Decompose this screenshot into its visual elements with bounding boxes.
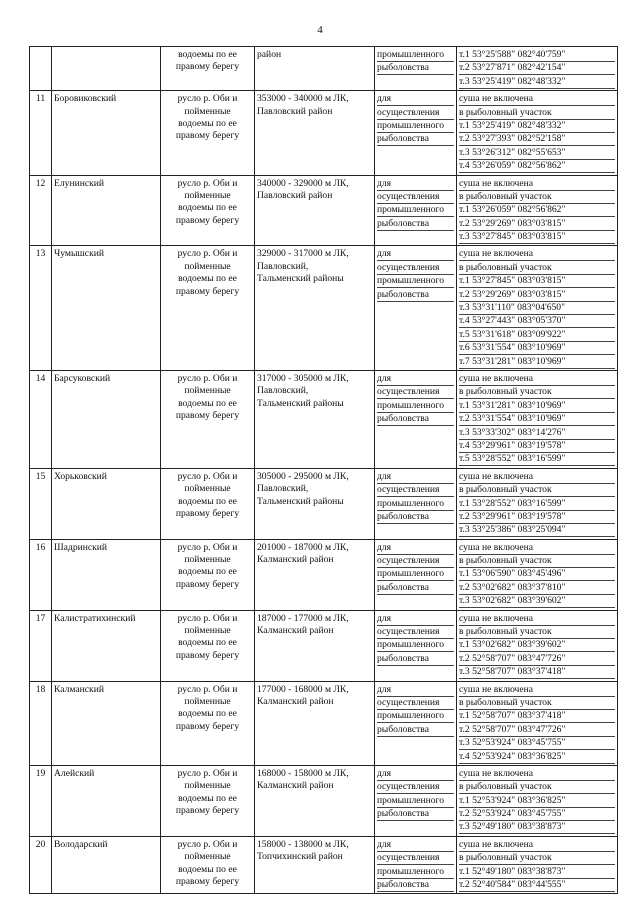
purpose-line: рыболовства: [377, 289, 454, 302]
location-line: 168000 - 158000 м ЛК,: [257, 767, 349, 779]
purpose-line: рыболовства: [377, 133, 454, 146]
row-number-cell: [30, 539, 52, 610]
coordinates-line: т.2 52°58'707" 083°47'726": [459, 724, 615, 737]
purpose-cell: [375, 681, 457, 765]
row-number: 13: [35, 248, 46, 260]
coordinates-line: т.2 53°27'871" 082°42'154": [459, 62, 615, 75]
page-number: 4: [317, 24, 323, 36]
purpose-line: для: [377, 542, 454, 555]
location-line: Калманский район: [257, 780, 334, 792]
purpose-line: для: [377, 93, 454, 106]
row-number-cell: [30, 610, 52, 681]
purpose-line: рыболовства: [377, 808, 454, 821]
purpose-line: промышленного: [377, 568, 454, 581]
coordinates-line: т.3 53°27'845" 083°03'815": [459, 231, 615, 244]
coordinates-line: т.1 53°28'552" 083°16'599": [459, 498, 615, 511]
water-body-line: пойменные: [184, 105, 231, 117]
coordinates-line: т.3 52°49'180" 083°38'873": [459, 821, 615, 834]
location-line: 305000 - 295000 м ЛК,: [257, 470, 349, 482]
water-body-line: правому берегу: [175, 214, 240, 226]
location-cell: [255, 610, 375, 681]
location-line: Павловский,: [257, 385, 309, 397]
purpose-line: промышленного: [377, 120, 454, 133]
purpose-line: промышленного: [377, 866, 454, 879]
coordinates-cell: [457, 370, 618, 468]
coordinates-cell: [457, 246, 618, 371]
row-number: 12: [35, 177, 46, 189]
purpose-line: осуществления: [377, 697, 454, 710]
coordinates-line: т.3 53°26'312" 082°55'653": [459, 147, 615, 160]
purpose-cell: [375, 370, 457, 468]
table-row: [30, 681, 618, 765]
row-number-cell: [30, 370, 52, 468]
coordinates-line: т.1 52°49'180" 083°38'873": [459, 866, 615, 879]
location-cell: [255, 468, 375, 539]
coordinates-line: суша не включена: [459, 839, 615, 852]
location-line: 317000 - 305000 м ЛК,: [257, 372, 349, 384]
coordinates-line: суша не включена: [459, 373, 615, 386]
location-line: Тальменский районы: [257, 397, 344, 409]
area-name-cell: [52, 175, 161, 246]
coordinates-line: т.3 53°31'110" 083°04'650": [459, 302, 615, 315]
purpose-line: осуществления: [377, 191, 454, 204]
location-cell: [255, 836, 375, 894]
location-line: Павловский район: [257, 105, 333, 117]
water-body-line: водоемы по ее: [178, 202, 237, 214]
water-body-line: водоемы по ее: [178, 49, 237, 60]
coordinates-line: т.3 52°53'924" 083°45'755": [459, 737, 615, 750]
water-body-line: русло р. Оби и: [177, 470, 238, 482]
water-body-line: водоемы по ее: [178, 863, 237, 875]
water-body-line: правому берегу: [175, 649, 240, 661]
purpose-line: рыболовства: [377, 653, 454, 666]
location-line: 158000 - 138000 м ЛК,: [257, 838, 349, 850]
water-body-line: пойменные: [184, 483, 231, 495]
coordinates-line: т.3 52°58'707" 083°37'418": [459, 666, 615, 679]
coordinates-line: т.4 52°53'924" 083°36'825": [459, 751, 615, 764]
purpose-line: рыболовства: [377, 724, 454, 737]
location-cell: [255, 681, 375, 765]
purpose-cell: [375, 539, 457, 610]
purpose-cell: [375, 47, 457, 91]
row-number-cell: [30, 91, 52, 175]
row-number-cell: [30, 836, 52, 894]
water-body-line: пойменные: [184, 385, 231, 397]
purpose-cell: [375, 610, 457, 681]
row-number: 11: [35, 93, 46, 105]
water-body-line: водоемы по ее: [178, 792, 237, 804]
row-number: 15: [35, 470, 46, 482]
purpose-line: рыболовства: [377, 218, 454, 231]
water-body-line: русло р. Оби и: [177, 177, 238, 189]
coordinates-line: в рыболовный участок: [459, 781, 615, 794]
coordinates-line: в рыболовный участок: [459, 555, 615, 568]
water-body-line: правому берегу: [175, 720, 240, 732]
purpose-line: для: [377, 768, 454, 781]
water-body-cell: [161, 468, 255, 539]
water-body-line: водоемы по ее: [178, 566, 237, 578]
area-name-cell: [52, 91, 161, 175]
purpose-line: для: [377, 613, 454, 626]
coordinates-line: т.2 52°58'707" 083°47'726": [459, 653, 615, 666]
coordinates-line: т.5 53°28'552" 083°16'599": [459, 453, 615, 466]
water-body-line: русло р. Оби и: [177, 541, 238, 553]
water-body-line: правому берегу: [175, 507, 240, 519]
purpose-line: рыболовства: [377, 62, 454, 75]
area-name: Чумышский: [54, 248, 104, 260]
area-name: Калистратихинский: [54, 612, 136, 624]
purpose-line: рыболовства: [377, 413, 454, 426]
purpose-line: осуществления: [377, 484, 454, 497]
water-body-line: русло р. Оби и: [177, 372, 238, 384]
coordinates-line: т.2 52°40'584" 083°44'555": [459, 879, 615, 892]
purpose-cell: [375, 765, 457, 836]
water-body-line: водоемы по ее: [178, 117, 237, 129]
location-cell: [255, 91, 375, 175]
water-body-line: русло р. Оби и: [177, 767, 238, 779]
purpose-line: промышленного: [377, 49, 454, 62]
table-body: [30, 47, 618, 894]
water-body-line: пойменные: [184, 189, 231, 201]
water-body-line: пойменные: [184, 780, 231, 792]
table-row: [30, 370, 618, 468]
area-name: Боровиковский: [54, 93, 117, 105]
water-body-line: пойменные: [184, 695, 231, 707]
row-number-cell: [30, 47, 52, 91]
purpose-line: промышленного: [377, 204, 454, 217]
purpose-line: осуществления: [377, 626, 454, 639]
table-row: [30, 610, 618, 681]
purpose-line: для: [377, 684, 454, 697]
location-line: район: [257, 49, 282, 60]
coordinates-cell: [457, 47, 618, 91]
purpose-line: для: [377, 373, 454, 386]
coordinates-line: суша не включена: [459, 93, 615, 106]
purpose-line: рыболовства: [377, 511, 454, 524]
table-row: [30, 175, 618, 246]
coordinates-line: суша не включена: [459, 542, 615, 555]
location-line: 340000 - 329000 м ЛК,: [257, 177, 349, 189]
coordinates-line: т.2 53°29'269" 083°03'815": [459, 289, 615, 302]
coordinates-line: т.2 52°53'924" 083°45'755": [459, 808, 615, 821]
row-number: 19: [35, 767, 46, 779]
coordinates-line: т.1 53°26'059" 082°56'862": [459, 204, 615, 217]
coordinates-line: суша не включена: [459, 178, 615, 191]
purpose-cell: [375, 91, 457, 175]
location-cell: [255, 47, 375, 91]
water-body-line: пойменные: [184, 851, 231, 863]
table-row: [30, 836, 618, 894]
purpose-cell: [375, 468, 457, 539]
water-body-line: водоемы по ее: [178, 495, 237, 507]
location-line: 353000 - 340000 м ЛК,: [257, 93, 349, 105]
coordinates-line: т.1 53°02'682" 083°39'602": [459, 639, 615, 652]
water-body-line: русло р. Оби и: [177, 683, 238, 695]
coordinates-line: т.3 53°25'386" 083°25'094": [459, 524, 615, 537]
coordinates-line: в рыболовный участок: [459, 386, 615, 399]
location-line: 329000 - 317000 м ЛК,: [257, 248, 349, 260]
coordinates-line: т.5 53°31'618" 083°09'922": [459, 329, 615, 342]
coordinates-cell: [457, 610, 618, 681]
water-body-line: правому берегу: [175, 876, 240, 888]
coordinates-line: в рыболовный участок: [459, 484, 615, 497]
table-row: [30, 765, 618, 836]
water-body-line: правому берегу: [175, 130, 240, 142]
purpose-line: осуществления: [377, 555, 454, 568]
water-body-line: правому берегу: [175, 578, 240, 590]
coordinates-line: т.3 53°33'302" 083°14'276": [459, 427, 615, 440]
purpose-line: для: [377, 248, 454, 261]
coordinates-line: суша не включена: [459, 684, 615, 697]
area-name: Барсуковский: [54, 372, 111, 384]
location-line: Калманский район: [257, 625, 334, 637]
coordinates-cell: [457, 175, 618, 246]
area-name: Хорьковский: [54, 470, 107, 482]
row-number: 18: [35, 683, 46, 695]
purpose-line: осуществления: [377, 262, 454, 275]
coordinates-line: суша не включена: [459, 471, 615, 484]
location-line: 177000 - 168000 м ЛК,: [257, 683, 349, 695]
row-number: 17: [35, 612, 46, 624]
purpose-line: промышленного: [377, 795, 454, 808]
water-body-line: пойменные: [184, 554, 231, 566]
area-name-cell: [52, 681, 161, 765]
water-body-line: русло р. Оби и: [177, 93, 238, 105]
location-cell: [255, 539, 375, 610]
table-row: [30, 468, 618, 539]
water-body-line: пойменные: [184, 260, 231, 272]
coordinates-line: т.2 53°27'393" 082°52'158": [459, 133, 615, 146]
coordinates-cell: [457, 91, 618, 175]
water-body-line: пойменные: [184, 625, 231, 637]
purpose-cell: [375, 175, 457, 246]
purpose-line: промышленного: [377, 400, 454, 413]
coordinates-line: т.4 53°26'059" 082°56'862": [459, 160, 615, 173]
location-cell: [255, 175, 375, 246]
location-cell: [255, 246, 375, 371]
purpose-line: промышленного: [377, 498, 454, 511]
area-name-cell: [52, 610, 161, 681]
water-body-line: русло р. Оби и: [177, 612, 238, 624]
table-row: [30, 91, 618, 175]
coordinates-line: суша не включена: [459, 768, 615, 781]
location-line: Калманский район: [257, 695, 334, 707]
coordinates-line: т.3 53°25'419" 082°48'332": [459, 76, 615, 89]
table-row: [30, 539, 618, 610]
location-line: Топчихинский район: [257, 851, 343, 863]
area-name-cell: [52, 47, 161, 91]
coordinates-line: суша не включена: [459, 248, 615, 261]
coordinates-line: в рыболовный участок: [459, 852, 615, 865]
purpose-line: осуществления: [377, 781, 454, 794]
row-number-cell: [30, 175, 52, 246]
coordinates-cell: [457, 539, 618, 610]
coordinates-line: т.1 52°58'707" 083°37'418": [459, 710, 615, 723]
water-body-cell: [161, 91, 255, 175]
location-line: Тальменский районы: [257, 273, 344, 285]
purpose-cell: [375, 246, 457, 371]
purpose-line: промышленного: [377, 710, 454, 723]
coordinates-line: т.1 53°31'281" 083°10'969": [459, 400, 615, 413]
water-body-cell: [161, 539, 255, 610]
water-body-line: правому берегу: [175, 805, 240, 817]
coordinates-cell: [457, 836, 618, 894]
coordinates-line: т.6 53°31'554" 083°10'969": [459, 342, 615, 355]
coordinates-line: т.1 52°53'924" 083°36'825": [459, 795, 615, 808]
area-name-cell: [52, 370, 161, 468]
coordinates-line: т.2 53°02'682" 083°37'810": [459, 582, 615, 595]
area-name: Алейский: [54, 767, 95, 779]
table-row: [30, 47, 618, 91]
location-line: Тальменский районы: [257, 495, 344, 507]
coordinates-line: суша не включена: [459, 613, 615, 626]
coordinates-line: т.2 53°31'554" 083°10'969": [459, 413, 615, 426]
area-name-cell: [52, 765, 161, 836]
water-body-line: водоемы по ее: [178, 397, 237, 409]
water-body-cell: [161, 610, 255, 681]
purpose-line: для: [377, 178, 454, 191]
water-body-line: правому берегу: [175, 285, 240, 297]
coordinates-line: в рыболовный участок: [459, 262, 615, 275]
row-number: 16: [35, 541, 46, 553]
area-name: Шадринский: [54, 541, 108, 553]
area-name: Елунинский: [54, 177, 105, 189]
coordinates-line: в рыболовный участок: [459, 191, 615, 204]
location-line: Павловский район: [257, 189, 333, 201]
location-cell: [255, 765, 375, 836]
area-name-cell: [52, 468, 161, 539]
purpose-line: для: [377, 839, 454, 852]
location-line: Павловский,: [257, 483, 309, 495]
area-name-cell: [52, 246, 161, 371]
purpose-cell: [375, 836, 457, 894]
fishing-areas-table: [29, 46, 618, 894]
water-body-cell: [161, 175, 255, 246]
water-body-line: водоемы по ее: [178, 273, 237, 285]
water-body-cell: [161, 47, 255, 91]
row-number: 14: [35, 372, 46, 384]
purpose-line: осуществления: [377, 386, 454, 399]
coordinates-line: т.3 53°02'682" 083°39'602": [459, 595, 615, 608]
coordinates-cell: [457, 765, 618, 836]
water-body-line: правому берегу: [175, 61, 240, 73]
area-name: Володарский: [54, 838, 108, 850]
coordinates-line: в рыболовный участок: [459, 626, 615, 639]
location-line: Калманский район: [257, 554, 334, 566]
water-body-cell: [161, 681, 255, 765]
area-name-cell: [52, 836, 161, 894]
water-body-line: водоемы по ее: [178, 708, 237, 720]
water-body-line: водоемы по ее: [178, 637, 237, 649]
coordinates-line: т.4 53°29'961" 083°19'578": [459, 440, 615, 453]
coordinates-line: т.2 53°29'269" 083°03'815": [459, 218, 615, 231]
coordinates-line: т.1 53°25'419" 082°48'332": [459, 120, 615, 133]
purpose-line: осуществления: [377, 852, 454, 865]
purpose-line: промышленного: [377, 639, 454, 652]
location-line: 187000 - 177000 м ЛК,: [257, 612, 349, 624]
water-body-cell: [161, 765, 255, 836]
row-number-cell: [30, 765, 52, 836]
coordinates-line: т.1 53°06'590" 083°45'496": [459, 568, 615, 581]
coordinates-cell: [457, 681, 618, 765]
purpose-line: промышленного: [377, 275, 454, 288]
water-body-cell: [161, 370, 255, 468]
area-name-cell: [52, 539, 161, 610]
water-body-line: русло р. Оби и: [177, 248, 238, 260]
location-line: 201000 - 187000 м ЛК,: [257, 541, 349, 553]
coordinates-line: т.1 53°25'588" 082°40'759": [459, 49, 615, 62]
coordinates-cell: [457, 468, 618, 539]
purpose-line: рыболовства: [377, 879, 454, 892]
coordinates-line: т.4 53°27'443" 083°05'370": [459, 315, 615, 328]
coordinates-line: т.7 53°31'281" 083°10'969": [459, 356, 615, 369]
purpose-line: осуществления: [377, 107, 454, 120]
coordinates-line: в рыболовный участок: [459, 697, 615, 710]
area-name: Калманский: [54, 683, 104, 695]
row-number-cell: [30, 468, 52, 539]
row-number: 20: [35, 838, 46, 850]
water-body-line: правому берегу: [175, 410, 240, 422]
location-line: Павловский,: [257, 260, 309, 272]
water-body-cell: [161, 836, 255, 894]
water-body-line: русло р. Оби и: [177, 838, 238, 850]
location-cell: [255, 370, 375, 468]
purpose-line: для: [377, 471, 454, 484]
row-number-cell: [30, 681, 52, 765]
coordinates-line: т.1 53°27'845" 083°03'815": [459, 275, 615, 288]
coordinates-line: т.2 53°29'961" 083°19'578": [459, 511, 615, 524]
coordinates-line: в рыболовный участок: [459, 107, 615, 120]
table-row: [30, 246, 618, 371]
purpose-line: рыболовства: [377, 582, 454, 595]
water-body-cell: [161, 246, 255, 371]
row-number-cell: [30, 246, 52, 371]
